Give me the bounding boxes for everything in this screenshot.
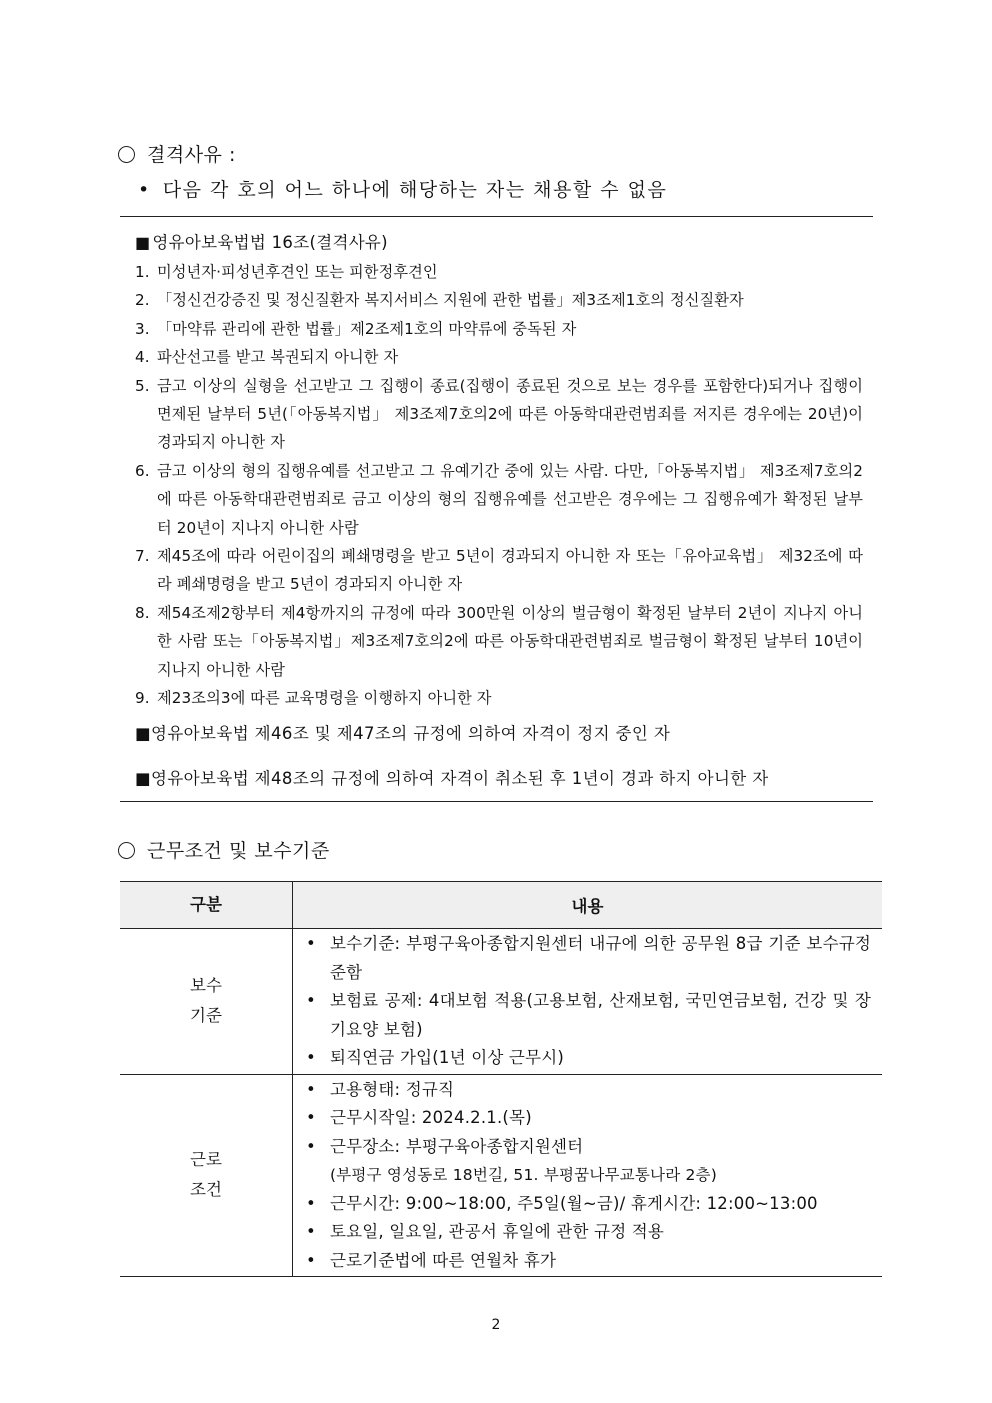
table-row xyxy=(120,929,882,1075)
divider-top xyxy=(120,216,873,217)
list-item: 4. 파산선고를 받고 복권되지 아니한 자 xyxy=(135,348,399,367)
bullet-dot-icon: • xyxy=(306,1079,316,1099)
bullet-dot-icon: • xyxy=(306,1136,316,1156)
list-item: 1. 미성년자·피성년후견인 또는 피한정후견인 xyxy=(135,263,438,281)
intro-bullet xyxy=(138,175,667,202)
list-item: • 보험료 공제: 4대보험 적용(고용보험, 산재보험, 국민연금보험, 건강 및 장기요양 보험) xyxy=(304,987,871,1044)
conditions-table xyxy=(120,881,882,1277)
square-bullet-icon: ■ xyxy=(135,724,151,743)
table-row xyxy=(120,1074,882,1277)
row-content xyxy=(293,1074,883,1277)
list-item: 7. 제45조에 따라 어린이집의 폐쇄명령을 받고 5년이 경과되지 아니한 자 또는「유아교육법」 제32조에 따라 폐쇄명령을 받고 5년이 경과되지 아니한 자 xyxy=(135,547,863,594)
square-bullet-icon: ■ xyxy=(135,769,151,788)
list-item: • 보수기준: 부평구육아종합지원센터 내규에 의한 공무원 8급 기준 보수규정 준함 xyxy=(304,930,871,987)
note-suspended: ■영유아보육법 제46조 및 제47조의 규정에 의하여 자격이 정지 중인 자 xyxy=(135,724,671,743)
list-item: 5. 금고 이상의 실형을 선고받고 그 집행이 종료(집행이 종료된 것으로 보는 경우를 포함한다)되거나 집행이 면제된 날부터 5년(「아동복지법」 제3조제7호의2에 따른 아동학대관련범죄를 저지른 경우에는 20년)이 경과되지 아니한 자 xyxy=(135,376,863,452)
row-label: 근로 조건 xyxy=(120,1074,293,1277)
section-title-conditions xyxy=(118,836,330,863)
bullet-list xyxy=(294,1076,881,1276)
row-label: 보수 기준 xyxy=(120,929,293,1075)
column-header: 내용 xyxy=(293,882,883,929)
list-item: 2. 「정신건강증진 및 정신질환자 복지서비스 지원에 관한 법률」제3조제1호의 정신질환자 xyxy=(135,291,744,310)
list-item: 8. 제54조제2항부터 제4항까지의 규정에 따라 300만원 이상의 벌금형이 확정된 날부터 2년이 지나지 아니한 사람 또는「아동복지법」제3조제7호의2에 따른 아동학대관련범죄로 벌금형이 확정된 날부터 10년이 지나지 아니한 사람 xyxy=(135,603,863,679)
table-header-row xyxy=(120,882,882,929)
section-title-disqualification xyxy=(118,140,236,167)
square-bullet-icon: ■ xyxy=(135,233,151,252)
list-item: • 근무시작일: 2024.2.1.(목) xyxy=(304,1104,871,1133)
bullet-dot-icon: • xyxy=(306,1108,316,1127)
bullet-list xyxy=(294,930,881,1073)
page-number: 2 xyxy=(491,1317,501,1333)
list-item: • 근무장소: 부평구육아종합지원센터 xyxy=(304,1133,871,1162)
law-heading xyxy=(135,229,388,253)
list-item: 6. 금고 이상의 형의 집행유예를 선고받고 그 유예기간 중에 있는 사람. 다만,「아동복지법」 제3조제7호의2에 따른 아동학대관련범죄로 금고 이상의 형의 집행유예를 선고받은 경우에는 그 집행유예가 확정된 날부터 20년이 지나지 아니한 사람 xyxy=(135,461,863,537)
bullet-dot-icon: • xyxy=(306,1048,316,1067)
list-item: • 근로기준법에 따른 연월차 휴가 xyxy=(304,1247,871,1276)
disqualification-list xyxy=(135,258,863,713)
note-revoked: ■영유아보육법 제48조의 규정에 의하여 자격이 취소된 후 1년이 경과 하지 아니한 자 xyxy=(135,769,769,788)
circle-bullet-icon xyxy=(118,146,135,163)
list-item: • 근무시간: 9:00~18:00, 주5일(월~금)/ 휴게시간: 12:00~13:00 xyxy=(304,1190,871,1219)
section-title-text: 결격사유 : xyxy=(147,144,236,166)
column-header: 구분 xyxy=(120,882,293,929)
divider-bottom xyxy=(120,801,873,802)
intro-bullet-text: 다음 각 호의 어느 하나에 해당하는 자는 채용할 수 없음 xyxy=(162,179,668,201)
law-heading-text: 영유아보육법법 16조(결격사유) xyxy=(152,233,388,252)
bullet-dot-icon: • xyxy=(306,1193,316,1213)
list-item: • 고용형태: 정규직 xyxy=(304,1076,871,1105)
list-item: • 토요일, 일요일, 관공서 휴일에 관한 규정 적용 xyxy=(304,1218,871,1247)
circle-bullet-icon xyxy=(118,842,135,859)
bullet-dot-icon: • xyxy=(306,1250,316,1270)
list-item: 3. 「마약류 관리에 관한 법률」제2조제1호의 마약류에 중독된 자 xyxy=(135,319,577,338)
section-title-text: 근무조건 및 보수기준 xyxy=(147,840,330,862)
row-content xyxy=(293,929,883,1075)
bullet-dot-icon: • xyxy=(306,991,316,1010)
list-item: 9. 제23조의3에 따른 교육명령을 이행하지 아니한 자 xyxy=(135,689,492,708)
list-item: • 퇴직연금 가입(1년 이상 근무시) xyxy=(304,1044,871,1073)
bullet-dot-icon: • xyxy=(306,1222,316,1241)
bullet-dot-icon: • xyxy=(306,934,316,953)
address-line: (부평구 영성동로 18번길, 51. 부평꿈나무교통나라 2층) xyxy=(330,1166,717,1184)
bullet-dot-icon: • xyxy=(138,179,151,201)
